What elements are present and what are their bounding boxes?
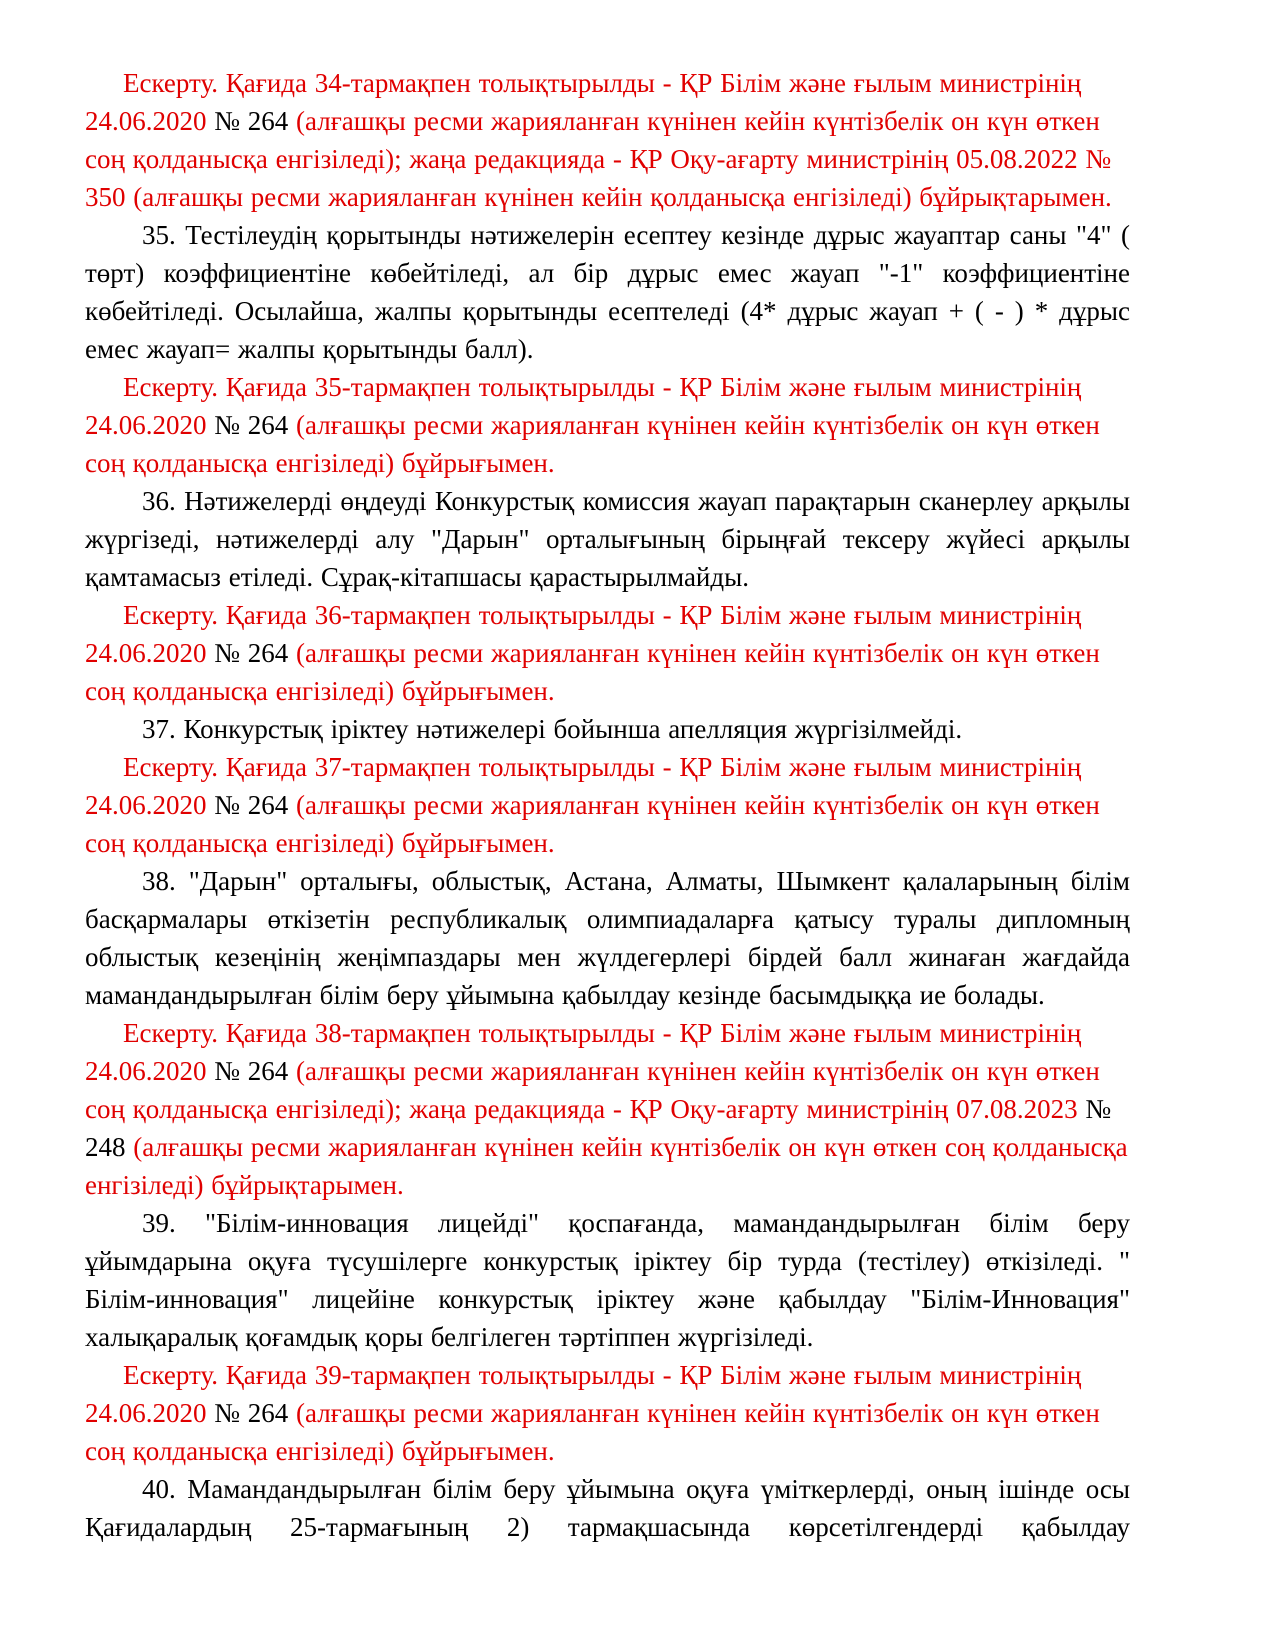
clause-37 bbox=[85, 710, 1130, 748]
order-number: № 264 bbox=[214, 410, 297, 440]
clause-40 bbox=[85, 1470, 1130, 1546]
note-text: (алғашқы ресми жарияланған күнінен кейін күнтізбелік он күн өткен соң қолданысқа енгізіледі) бұйрықтарымен. bbox=[85, 1132, 1128, 1200]
amendment-note-clause-37 bbox=[85, 748, 1130, 862]
order-number: № 264 bbox=[214, 1398, 297, 1428]
note-text: (алғашқы ресми жарияланған күнінен кейін күнтізбелік он күн өткен соң қолданысқа енгізіледі) бұйрығымен. bbox=[85, 1398, 1100, 1466]
note-text: (алғашқы ресми жарияланған күнінен кейін күнтізбелік он күн өткен соң қолданысқа енгізіледі); жаңа редакцияда - ҚР Оқу-ағарту министрінің 05.08.2022 № 350 (алғашқы ресми жарияланған күнінен кейін қолданысқа енгізіледі) бұйрықтарымен. bbox=[85, 106, 1112, 212]
clause-text: 38. "Дарын" орталығы, облыстық, Астана, Алматы, Шымкент қалаларының білім басқармалары өткізетін республикалық олимпиадаларға қатысу туралы дипломның облыстық кезеңінің жеңімпаздары мен жүлдегерлері бірдей балл жинаған жағдайда мамандандырылған білім беру ұйымына қабылдау кезінде басымдыққа ие болады. bbox=[85, 866, 1130, 1010]
note-text: Ескерту. Қағида 39-тармақпен толықтырылды - ҚР Білім және ғылым министрінің 24.06.2020 bbox=[85, 1360, 1082, 1428]
note-text: Ескерту. Қағида 38-тармақпен толықтырылды - ҚР Білім және ғылым министрінің 24.06.2020 bbox=[85, 1018, 1082, 1086]
note-text: Ескерту. Қағида 36-тармақпен толықтырылды - ҚР Білім және ғылым министрінің 24.06.2020 bbox=[85, 600, 1082, 668]
clause-text: 35. Тестілеудің қорытынды нәтижелерін есептеу кезінде дұрыс жауаптар саны "4" ( төрт) коэффициентіне көбейтіледі, ал бір дұрыс емес жауап "-1" коэффициентіне көбейтіледі. Осылайша, жалпы қорытынды есептеледі (4* дұрыс жауап + ( - ) * дұрыс емес жауап= жалпы қорытынды балл). bbox=[85, 220, 1130, 364]
clause-36 bbox=[85, 482, 1130, 596]
order-number: № 264 bbox=[214, 638, 297, 668]
note-text: (алғашқы ресми жарияланған күнінен кейін күнтізбелік он күн өткен соң қолданысқа енгізіледі) бұйрығымен. bbox=[85, 790, 1100, 858]
amendment-note-clause-35 bbox=[85, 368, 1130, 482]
amendment-note-clause-34 bbox=[85, 64, 1130, 216]
note-text: (алғашқы ресми жарияланған күнінен кейін күнтізбелік он күн өткен соң қолданысқа енгізіледі); жаңа редакцияда - ҚР Оқу-ағарту министрінің 07.08.2023 bbox=[85, 1056, 1100, 1124]
note-text: Ескерту. Қағида 37-тармақпен толықтырылды - ҚР Білім және ғылым министрінің 24.06.2020 bbox=[85, 752, 1082, 820]
clause-38 bbox=[85, 862, 1130, 1014]
amendment-note-clause-38 bbox=[85, 1014, 1130, 1204]
note-text: (алғашқы ресми жарияланған күнінен кейін күнтізбелік он күн өткен соң қолданысқа енгізіледі) бұйрығымен. bbox=[85, 410, 1100, 478]
order-number: № 248 bbox=[85, 1094, 1112, 1162]
amendment-note-clause-36 bbox=[85, 596, 1130, 710]
note-text: Ескерту. Қағида 34-тармақпен толықтырылды - ҚР Білім және ғылым министрінің 24.06.2020 bbox=[85, 68, 1082, 136]
order-number: № 264 bbox=[214, 1056, 297, 1086]
clause-text: 37. Конкурстық іріктеу нәтижелері бойынша апелляция жүргізілмейді. bbox=[142, 714, 963, 744]
clause-text: 36. Нәтижелерді өңдеуді Конкурстық комиссия жауап парақтарын сканерлеу арқылы жүргізеді, нәтижелерді алу "Дарын" орталығының бірыңғай тексеру жүйесі арқылы қамтамасыз етіледі. Сұрақ-кітапшасы қарастырылмайды. bbox=[85, 486, 1130, 592]
clause-39 bbox=[85, 1204, 1130, 1356]
note-text: Ескерту. Қағида 35-тармақпен толықтырылды - ҚР Білім және ғылым министрінің 24.06.2020 bbox=[85, 372, 1082, 440]
clause-text: 40. Мамандандырылған білім беру ұйымына оқуға үміткерлерді, оның ішінде осы Қағидалардың 25-тармағының 2) тармақшасында көрсетілгендерді қабылдау bbox=[85, 1474, 1130, 1542]
clause-35 bbox=[85, 216, 1130, 368]
note-text: (алғашқы ресми жарияланған күнінен кейін күнтізбелік он күн өткен соң қолданысқа енгізіледі) бұйрығымен. bbox=[85, 638, 1100, 706]
order-number: № 264 bbox=[214, 106, 297, 136]
clause-text: 39. "Білім-инновация лицейді" қоспағанда, мамандандырылған білім беру ұйымдарына оқуға түсушілерге конкурстық іріктеу бір турда (тестілеу) өткізіледі. " Білім-инновация" лицейіне конкурстық іріктеу және қабылдау "Білім-Инновация" халықаралық қоғамдық қоры белгілеген тәртіппен жүргізіледі. bbox=[85, 1208, 1130, 1352]
order-number: № 264 bbox=[214, 790, 297, 820]
amendment-note-clause-39 bbox=[85, 1356, 1130, 1470]
